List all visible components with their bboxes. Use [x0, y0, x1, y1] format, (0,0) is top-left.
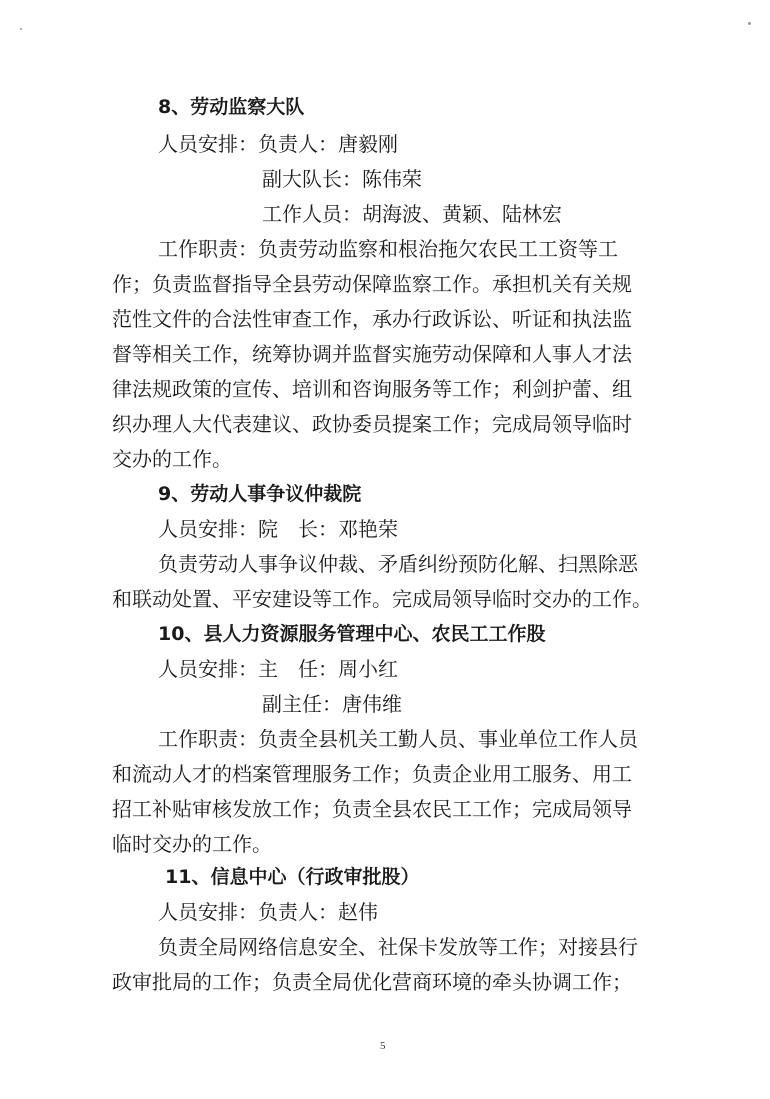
duty-line: 作；负责监督指导全县劳动保障监察工作。承担机关有关规 — [112, 272, 632, 296]
duty-line: 临时交办的工作。 — [112, 832, 272, 856]
duty-line: 负责全局网络信息安全、社保卡发放等工作；对接县行 — [158, 935, 638, 959]
duty-line: 范性文件的合法性审查工作，承办行政诉讼、听证和执法监 — [112, 307, 632, 331]
duty-line: 工作职责：负责劳动监察和根治拖欠农民工工资等工 — [158, 237, 618, 261]
staff-line: 人员安排：主 任：周小红 — [158, 657, 398, 681]
staff-line: 人员安排：负责人：赵伟 — [158, 900, 378, 924]
staff-line: 人员安排：负责人：唐毅刚 — [158, 132, 398, 156]
section-title: 10、县人力资源服务管理中心、农民工工作股 — [158, 623, 546, 645]
staff-line: 人员安排：院 长：邓艳荣 — [158, 517, 398, 541]
duty-line: 政审批局的工作；负责全局优化营商环境的牵头协调工作； — [112, 970, 632, 994]
section-title: 11、信息中心（行政审批股） — [165, 866, 420, 888]
duty-line: 律法规政策的宣传、培训和咨询服务等工作；利剑护蕾、组 — [112, 377, 632, 401]
staff-line: 副主任：唐伟维 — [262, 692, 402, 716]
section-title: 9、劳动人事争议仲裁院 — [158, 483, 362, 505]
section-title: 8、劳动监察大队 — [158, 96, 305, 118]
scan-speck — [748, 22, 751, 25]
page-number: 5 — [380, 1040, 386, 1052]
duty-line: 招工补贴审核发放工作；负责全县农民工工作；完成局领导 — [112, 797, 632, 821]
scan-speck — [20, 28, 22, 30]
duty-line: 和联动处置、平安建设等工作。完成局领导临时交办的工作。 — [112, 587, 652, 611]
staff-line: 副大队长：陈伟荣 — [262, 167, 422, 191]
duty-line: 和流动人才的档案管理服务工作；负责企业用工服务、用工 — [112, 762, 632, 786]
duty-line: 督等相关工作，统筹协调并监督实施劳动保障和人事人才法 — [112, 342, 632, 366]
duty-line: 工作职责：负责全县机关工勤人员、事业单位工作人员 — [158, 727, 638, 751]
duty-line: 负责劳动人事争议仲裁、矛盾纠纷预防化解、扫黑除恶 — [158, 552, 638, 576]
staff-line: 工作人员：胡海波、黄颖、陆林宏 — [262, 202, 562, 226]
duty-line: 织办理人大代表建议、政协委员提案工作；完成局领导临时 — [112, 412, 632, 436]
duty-line: 交办的工作。 — [112, 447, 232, 471]
